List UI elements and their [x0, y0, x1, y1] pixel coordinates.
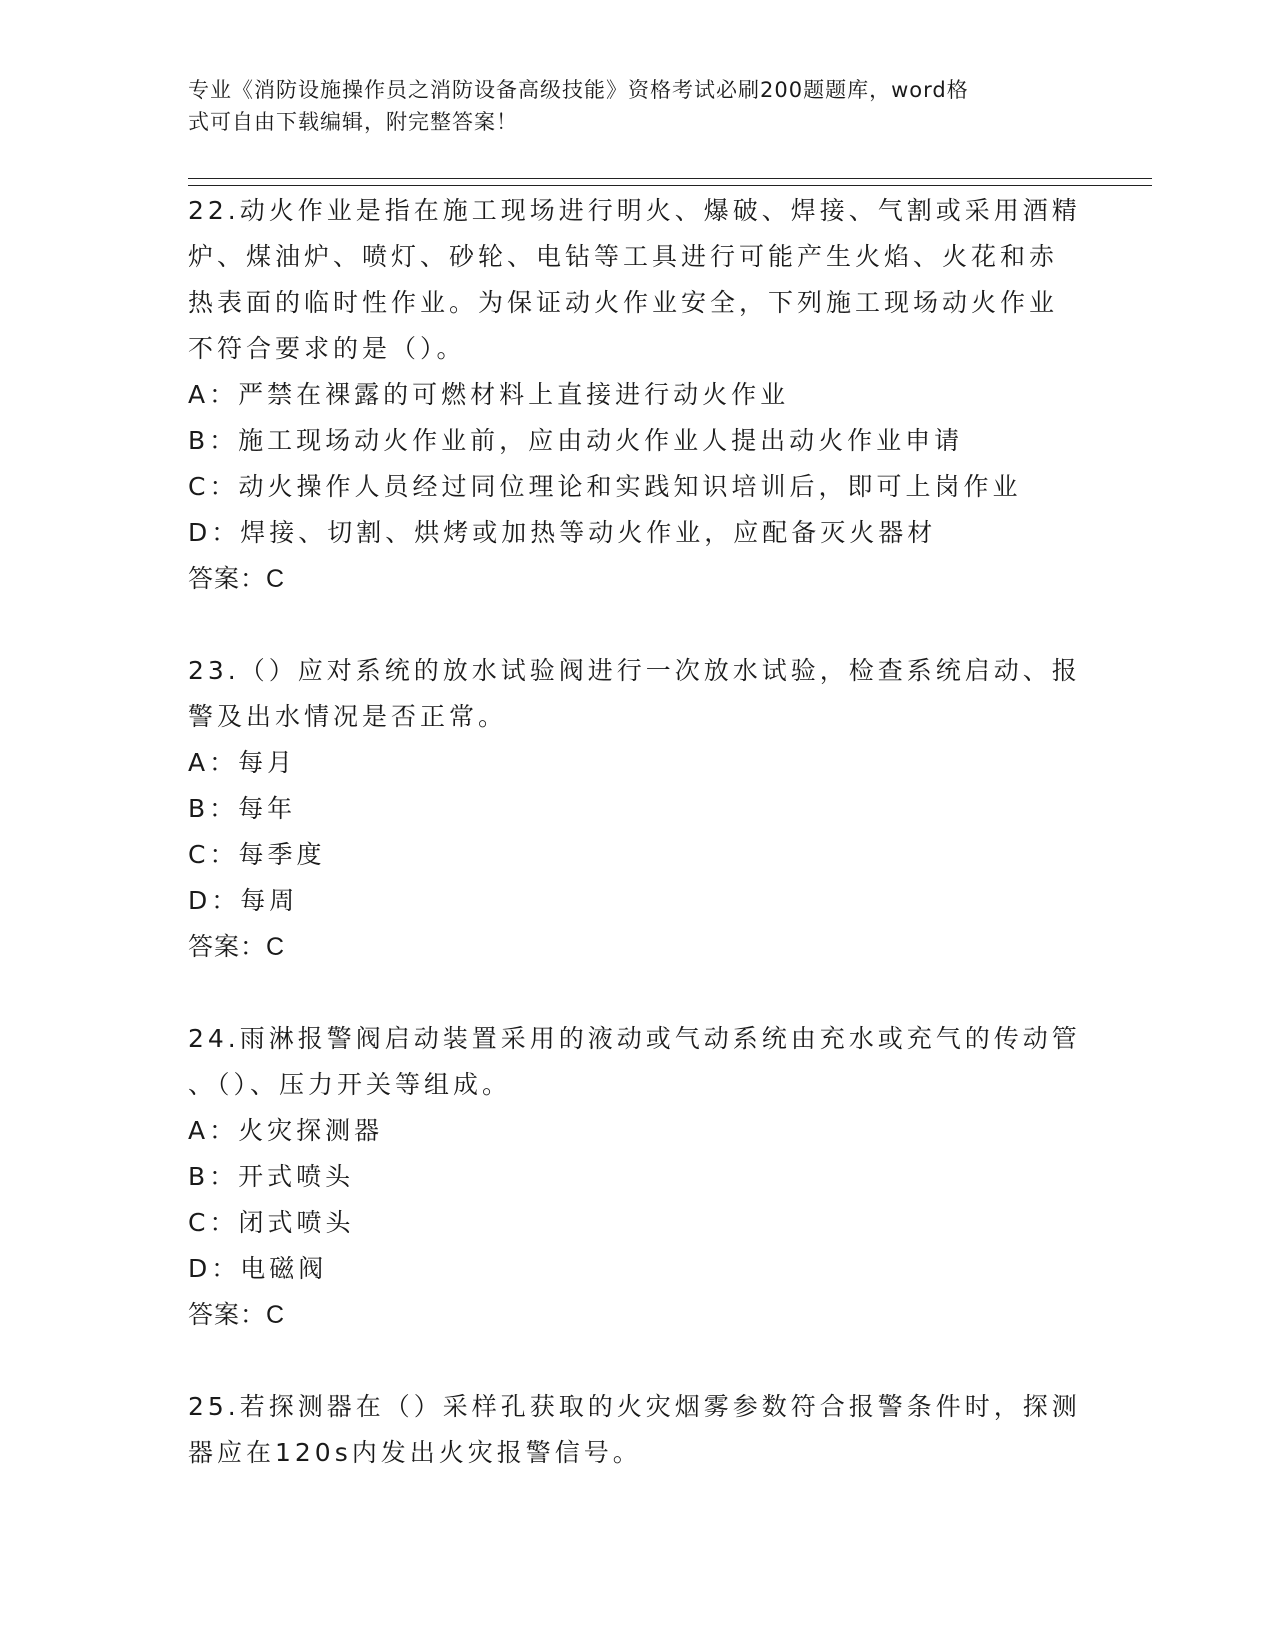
option-b: B：每年	[188, 794, 297, 823]
question-stem-line: 24.雨淋报警阀启动装置采用的液动或气动系统由充水或充气的传动管	[188, 1024, 1081, 1053]
question-stem-line: 、（）、压力开关等组成。	[188, 1070, 512, 1099]
answer-line	[188, 1292, 1088, 1338]
header-divider	[188, 178, 1152, 186]
spacer	[188, 970, 1088, 1016]
question-stem-line: 25.若探测器在（）采样孔获取的火灾烟雾参数符合报警条件时，探测	[188, 1392, 1081, 1421]
option-a: A：火灾探测器	[188, 1116, 384, 1145]
answer-value: C	[266, 1301, 286, 1329]
header-line-2: 式可自由下载编辑，附完整答案！	[188, 110, 518, 134]
header-line-1: 专业《消防设施操作员之消防设备高级技能》资格考试必刷200题题库，word格	[188, 78, 969, 102]
question-stem-line: 23.（）应对系统的放水试验阀进行一次放水试验，检查系统启动、报	[188, 656, 1081, 685]
option-c: C：闭式喷头	[188, 1208, 355, 1237]
question-22	[188, 188, 1088, 602]
option-c: C：每季度	[188, 840, 326, 869]
question-25	[188, 1384, 1088, 1476]
answer-value: C	[266, 933, 286, 961]
option-d: D：焊接、切割、烘烤或加热等动火作业，应配备灭火器材	[188, 518, 937, 547]
answer-label: 答案：	[188, 1300, 267, 1329]
question-stem-line: 器应在120s内发出火灾报警信号。	[188, 1438, 642, 1467]
spacer	[188, 602, 1088, 648]
option-c: C：动火操作人员经过同位理论和实践知识培训后，即可上岗作业	[188, 472, 1022, 501]
option-b: B：开式喷头	[188, 1162, 355, 1191]
answer-label: 答案：	[188, 932, 267, 961]
question-24	[188, 1016, 1088, 1338]
question-list	[188, 188, 1088, 1476]
option-a: A：每月	[188, 748, 297, 777]
document-header	[188, 74, 1068, 138]
answer-line	[188, 924, 1088, 970]
option-a: A：严禁在裸露的可燃材料上直接进行动火作业	[188, 380, 790, 409]
question-23	[188, 648, 1088, 970]
option-d: D：电磁阀	[188, 1254, 328, 1283]
question-stem-line: 不符合要求的是（）。	[188, 334, 466, 363]
option-d: D：每周	[188, 886, 299, 915]
question-stem-line: 炉、煤油炉、喷灯、砂轮、电钻等工具进行可能产生火焰、火花和赤	[188, 242, 1059, 271]
answer-line	[188, 556, 1088, 602]
spacer	[188, 1338, 1088, 1384]
answer-label: 答案：	[188, 564, 267, 593]
option-b: B：施工现场动火作业前，应由动火作业人提出动火作业申请	[188, 426, 964, 455]
answer-value: C	[266, 565, 286, 593]
question-stem-line: 热表面的临时性作业。为保证动火作业安全，下列施工现场动火作业	[188, 288, 1059, 317]
question-stem-line: 22.动火作业是指在施工现场进行明火、爆破、焊接、气割或采用酒精	[188, 196, 1081, 225]
question-stem-line: 警及出水情况是否正常。	[188, 702, 508, 731]
